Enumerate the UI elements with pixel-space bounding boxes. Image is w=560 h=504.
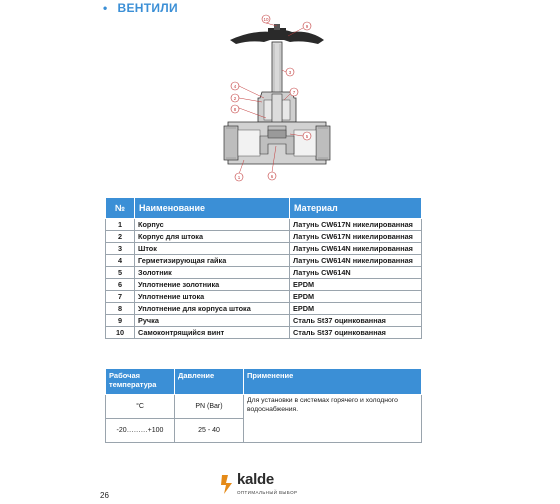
callout-7 bbox=[290, 88, 298, 96]
row-number: 8 bbox=[106, 303, 135, 315]
page-number: 26 bbox=[100, 491, 109, 500]
row-name: Уплотнение золотника bbox=[135, 279, 290, 291]
row-name: Корпус для штока bbox=[135, 231, 290, 243]
header-pressure: Давление bbox=[175, 369, 244, 395]
svg-text:8: 8 bbox=[233, 106, 237, 112]
parts-table bbox=[105, 197, 422, 339]
brand-logo bbox=[220, 471, 310, 501]
row-number: 7 bbox=[106, 291, 135, 303]
section-title bbox=[103, 1, 178, 15]
callout-10 bbox=[262, 15, 270, 23]
svg-text:7: 7 bbox=[292, 89, 296, 95]
svg-text:6: 6 bbox=[270, 173, 274, 179]
row-material: Латунь CW614N никелированная bbox=[290, 255, 422, 267]
row-material: Сталь St37 оцинкованная bbox=[290, 327, 422, 339]
header-number: № bbox=[106, 198, 135, 219]
row-name: Корпус bbox=[135, 219, 290, 231]
svg-text:4: 4 bbox=[233, 83, 237, 89]
table-row bbox=[106, 327, 422, 339]
callout-1 bbox=[235, 173, 243, 181]
row-number: 3 bbox=[106, 243, 135, 255]
value-temperature: -20………+100 bbox=[106, 419, 175, 443]
logo-mark-icon bbox=[220, 473, 234, 495]
title-text: ВЕНТИЛИ bbox=[117, 1, 178, 15]
logo-wordmark: kalde bbox=[237, 471, 274, 488]
row-number: 5 bbox=[106, 267, 135, 279]
table-row bbox=[106, 231, 422, 243]
title-bullet: • bbox=[103, 1, 108, 15]
row-number: 1 bbox=[106, 219, 135, 231]
application-text: Для установки в системах горячего и холодного водоснабжения. bbox=[244, 395, 422, 443]
row-number: 10 bbox=[106, 327, 135, 339]
row-number: 9 bbox=[106, 315, 135, 327]
value-pressure: 25 - 40 bbox=[175, 419, 244, 443]
page-margin bbox=[0, 0, 20, 504]
unit-temperature: °C bbox=[106, 395, 175, 419]
callout-2 bbox=[231, 94, 239, 102]
callout-4 bbox=[231, 82, 239, 90]
callout-5 bbox=[303, 132, 311, 140]
table-row bbox=[106, 255, 422, 267]
svg-text:10: 10 bbox=[263, 16, 269, 22]
valve-drawing bbox=[222, 14, 332, 184]
row-material: Латунь CW617N никелированная bbox=[290, 231, 422, 243]
svg-text:9: 9 bbox=[305, 23, 309, 29]
valve-stem bbox=[272, 42, 282, 94]
valve-body bbox=[224, 122, 330, 164]
header-application: Применение bbox=[244, 369, 422, 395]
svg-text:1: 1 bbox=[237, 174, 241, 180]
header-material: Материал bbox=[290, 198, 422, 219]
header-temperature: Рабочая температура bbox=[106, 369, 175, 395]
table-row bbox=[106, 243, 422, 255]
header-name: Наименование bbox=[135, 198, 290, 219]
row-material: Латунь CW614N никелированная bbox=[290, 243, 422, 255]
row-material: Сталь St37 оцинкованная bbox=[290, 315, 422, 327]
table-row bbox=[106, 219, 422, 231]
table-row bbox=[106, 267, 422, 279]
row-name: Уплотнение штока bbox=[135, 291, 290, 303]
callout-8 bbox=[231, 105, 239, 113]
table-row bbox=[106, 303, 422, 315]
row-name: Шток bbox=[135, 243, 290, 255]
row-number: 2 bbox=[106, 231, 135, 243]
row-material: EPDM bbox=[290, 303, 422, 315]
svg-text:3: 3 bbox=[288, 69, 292, 75]
row-material: EPDM bbox=[290, 291, 422, 303]
bonnet bbox=[258, 89, 296, 124]
row-name: Ручка bbox=[135, 315, 290, 327]
row-name: Самоконтрящийся винт bbox=[135, 327, 290, 339]
row-material: EPDM bbox=[290, 279, 422, 291]
row-material: Латунь CW614N bbox=[290, 267, 422, 279]
row-name: Герметизирующая гайка bbox=[135, 255, 290, 267]
unit-pressure: PN (Bar) bbox=[175, 395, 244, 419]
parts-table-header bbox=[106, 198, 422, 219]
specs-units-row bbox=[106, 395, 422, 419]
specs-table bbox=[105, 368, 422, 443]
row-number: 4 bbox=[106, 255, 135, 267]
logo-tagline: ОПТИМАЛЬНЫЙ ВЫБОР bbox=[237, 490, 298, 495]
table-row bbox=[106, 315, 422, 327]
svg-text:5: 5 bbox=[305, 133, 309, 139]
row-name: Золотник bbox=[135, 267, 290, 279]
table-row bbox=[106, 279, 422, 291]
svg-text:2: 2 bbox=[233, 95, 237, 101]
callout-3 bbox=[286, 68, 294, 76]
row-name: Уплотнение для корпуса штока bbox=[135, 303, 290, 315]
row-number: 6 bbox=[106, 279, 135, 291]
row-material: Латунь CW617N никелированная bbox=[290, 219, 422, 231]
table-row bbox=[106, 291, 422, 303]
callout-9 bbox=[303, 22, 311, 30]
specs-table-header bbox=[106, 369, 422, 395]
callout-6 bbox=[268, 172, 276, 180]
